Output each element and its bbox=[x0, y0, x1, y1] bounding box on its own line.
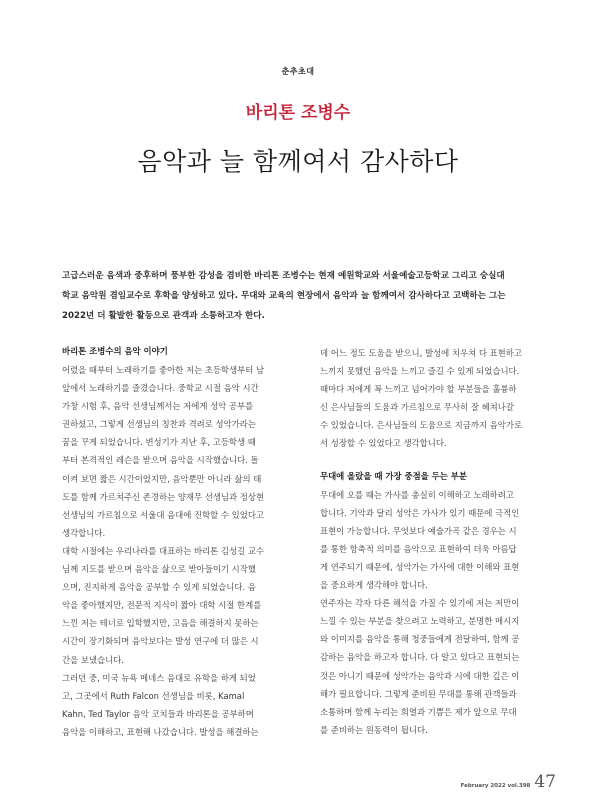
page-number: 47 bbox=[534, 772, 556, 792]
body-line: 게 연주되기 때문에, 성악가는 가사에 대한 이해와 표현 bbox=[320, 561, 520, 572]
body-line: 그러던 중, 미국 뉴욕 메네스 음대로 유학을 하게 되었 bbox=[62, 672, 256, 683]
body-text bbox=[320, 486, 538, 739]
body-line: 데 어느 정도 도움을 받으니, 발성에 치우쳐 다 표현하고 bbox=[320, 348, 522, 358]
body-line: 수 있었습니다. 은사님들의 도움으로 지금까지 음악가로 bbox=[320, 420, 523, 431]
body-line: 음악을 이해하고, 표현해 나갔습니다. 발성을 해결하는 bbox=[62, 726, 259, 737]
body-line: 를 준비하는 원동력이 됩니다. bbox=[320, 724, 428, 735]
body-line: 으며, 진지하게 음악을 공부할 수 있게 되었습니다. 음 bbox=[62, 582, 256, 593]
body-line: 느낄 수 있는 부분을 찾으려고 노력하고, 분명한 메시지 bbox=[320, 616, 520, 627]
body-line: 서 성장할 수 있었다고 생각합니다. bbox=[320, 438, 447, 449]
body-line: 연주자는 각자 다른 해석을 가질 수 있기에 저는 저만이 bbox=[320, 598, 520, 609]
body-line: 을 중요하게 생각해야 합니다. bbox=[320, 580, 428, 591]
body-line: 부터 본격적인 레슨을 받으며 음악을 시작했습니다. 돌 bbox=[62, 455, 259, 466]
body-line: 어렸을 때부터 노래하기를 좋아한 저는 초등학생부터 남 bbox=[62, 365, 265, 375]
body-line: 합니다. 기악과 달리 성악은 가사가 있기 때문에 극적인 bbox=[320, 507, 520, 518]
body-line: 표현이 가능합니다. 무엇보다 예술가곡 같은 경우는 시 bbox=[320, 525, 517, 536]
lead-line: 고급스러운 음색과 중후하며 풍부한 감성을 겸비한 바리톤 조병수는 현재 예원학교와 서울예술고등학교 그리고 숭실대 bbox=[62, 271, 505, 281]
body-line: 이켜 보면 짧은 시간이었지만, 음악뿐만 아니라 삶의 태 bbox=[62, 473, 262, 484]
page-footer bbox=[461, 772, 556, 792]
right-column bbox=[320, 344, 538, 739]
body-line: 무대에 오를 때는 가사를 충실히 이해하고 노래하려고 bbox=[320, 489, 514, 500]
body-line: 때마다 저에게 꼭 느끼고 넘어가야 할 부분들을 훌륭하 bbox=[320, 384, 517, 395]
body-text bbox=[62, 361, 280, 741]
body-line: 가창 시험 후, 음악 선생님께서는 저에게 성악 공부를 bbox=[62, 401, 254, 412]
section-subhead: 무대에 올랐을 때 가장 중점을 두는 부분 bbox=[320, 470, 467, 481]
body-line: Kahn, Ted Taylor 음악 코치들과 바리톤을 공부하며 bbox=[62, 708, 254, 719]
body-text bbox=[320, 344, 538, 453]
body-line: 소통하며 함께 누리는 희열과 기쁨은 제가 앞으로 무대 bbox=[320, 706, 517, 717]
body-line: 시간이 장기화되며 음악보다는 발성 연구에 더 많은 시 bbox=[62, 636, 259, 647]
issue-info: February 2022 vol.398 bbox=[460, 783, 531, 789]
section-tag: 춘추초대 bbox=[281, 67, 315, 76]
body-line: 생각합니다. bbox=[62, 527, 106, 538]
lead-line: 2022년 더 활발한 활동으로 관객과 소통하고자 한다. bbox=[62, 311, 265, 321]
left-column bbox=[62, 344, 280, 741]
body-line: 를 통한 함축적 의미를 음악으로 표현하여 더욱 아름답 bbox=[320, 543, 517, 554]
byline: 바리톤 조병수 bbox=[245, 103, 351, 123]
body-line: 선생님의 가르침으로 서울대 음대에 진학할 수 있었다고 bbox=[62, 509, 265, 520]
body-line: 감하는 음악을 하고자 합니다. 다 알고 있다고 표현되는 bbox=[320, 652, 520, 663]
body-line: 간을 보냈습니다. bbox=[62, 654, 124, 665]
body-line: 악을 좋아했지만, 전문적 지식이 짧아 대학 시절 한계를 bbox=[62, 600, 262, 611]
body-line: 것은 아니기 때문에 성악가는 음악과 시에 대한 깊은 이 bbox=[320, 670, 520, 681]
lead-paragraph bbox=[62, 266, 538, 326]
body-line: 권하셨고, 그렇게 선생님의 칭찬과 격려로 성악가라는 bbox=[62, 419, 256, 430]
body-line: 고, 그곳에서 Ruth Falcon 선생님을 비롯, Kamal bbox=[62, 690, 245, 701]
body-line: 꿈을 꾸게 되었습니다. 변성기가 지난 후, 고등학생 때 bbox=[62, 437, 256, 448]
body-line: 와 이미지를 음악을 통해 청중들에게 전달하여, 함께 공 bbox=[320, 634, 520, 645]
article-headline: 음악과 늘 함께여서 감사하다 bbox=[137, 147, 459, 176]
body-line: 느끼지 못했던 음악을 느끼고 즐길 수 있게 되었습니다. bbox=[320, 366, 520, 377]
body-line: 님께 지도를 받으며 음악을 삶으로 받아들이기 시작했 bbox=[62, 564, 256, 575]
body-line: 앞에서 노래하기를 즐겼습니다. 중학교 시절 음악 시간 bbox=[62, 383, 259, 394]
body-line: 느낀 저는 테너로 입학했지만, 고음을 해결하지 못하는 bbox=[62, 618, 259, 629]
body-line: 대학 시절에는 우리나라를 대표하는 바리톤 김성길 교수 bbox=[62, 545, 265, 556]
lead-line: 학교 음악원 겸임교수로 후학을 양성하고 있다. 무대와 교육의 현장에서 음악과 늘 함께여서 감사하다고 고백하는 그는 bbox=[62, 291, 506, 301]
body-line: 도를 함께 가르쳐주신 존경하는 양재무 선생님과 정상현 bbox=[62, 491, 265, 502]
section-subhead: 바리톤 조병수의 음악 이야기 bbox=[62, 346, 168, 356]
body-line: 신 은사님들의 도움과 가르침으로 무사히 잘 헤쳐나갈 bbox=[320, 402, 514, 413]
body-line: 해가 필요합니다. 그렇게 준비된 무대를 통해 관객들과 bbox=[320, 688, 517, 699]
